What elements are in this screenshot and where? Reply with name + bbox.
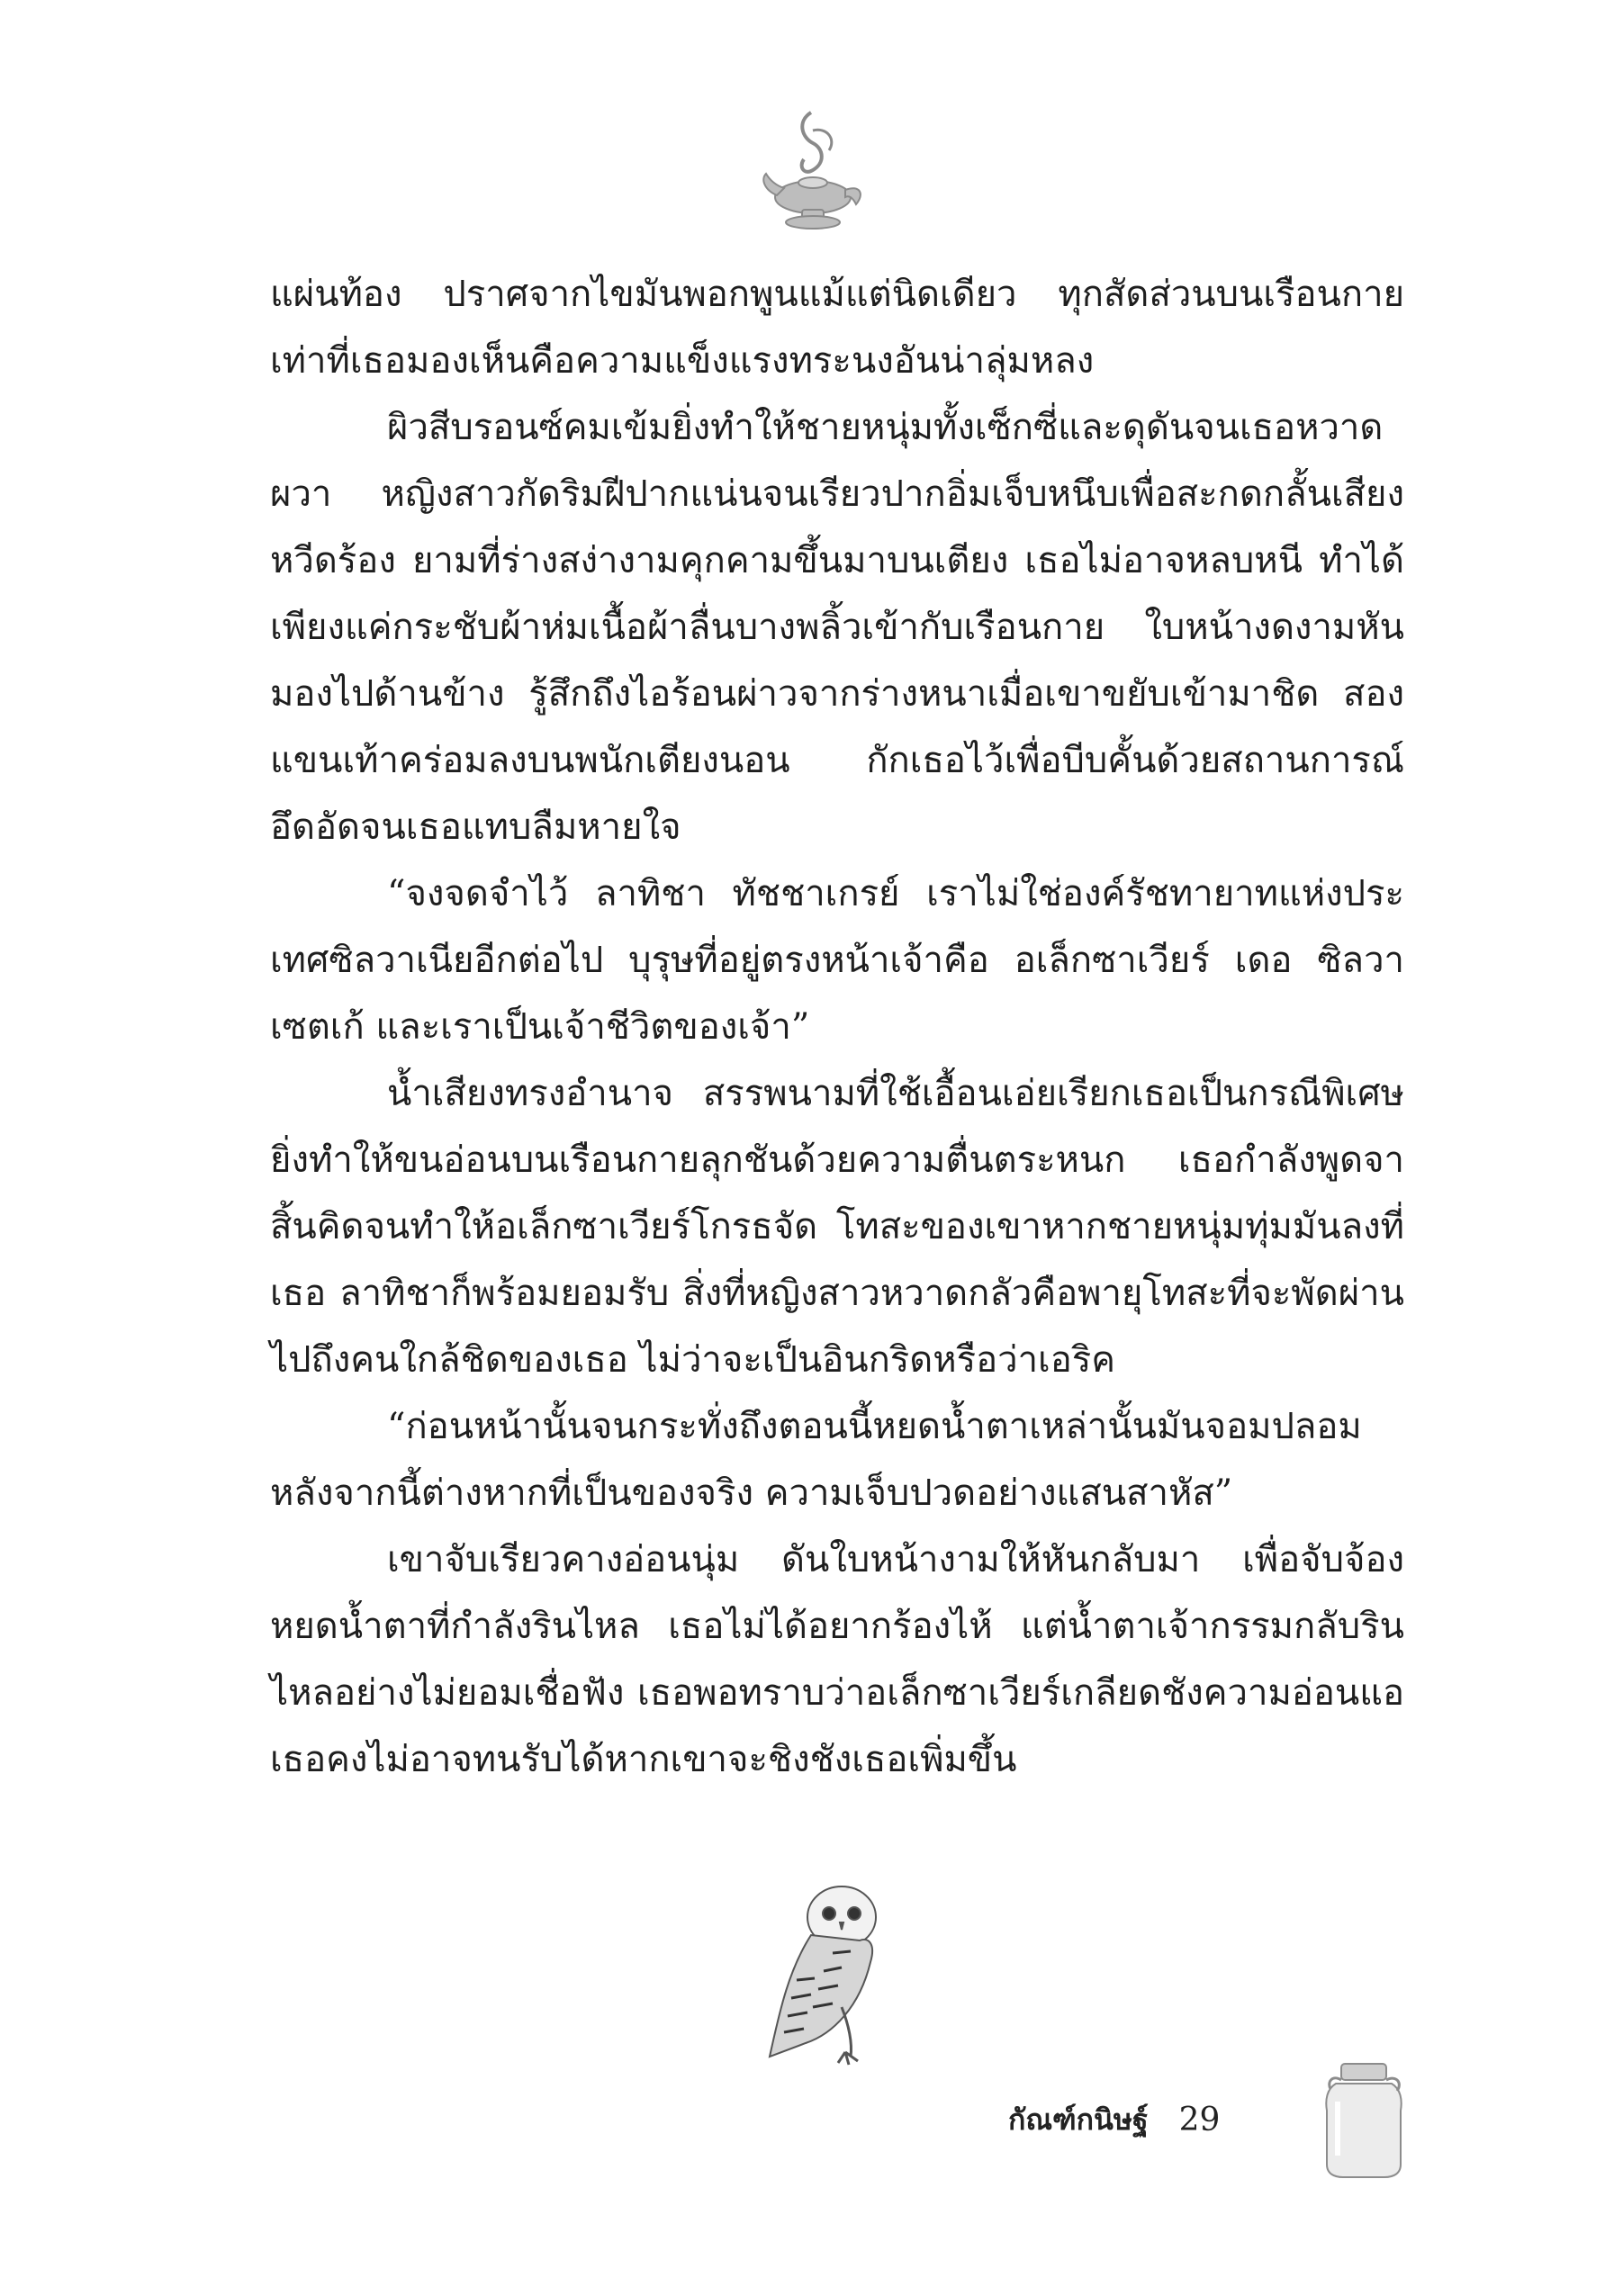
genie-lamp-icon (759, 104, 867, 239)
paragraph: “จงจดจำไว้ ลาทิชา ทัชชาเกรย์ เราไม่ใช่องค์รัชทายาทแห่งประเทศซิลวาเนียอีกต่อไป บุรุษที่อยู่ตรงหน้าเจ้าคือ อเล็กซาเวียร์ เดอ ซิลวาเซตเก้ และเราเป็นเจ้าชีวิตของเจ้า” (270, 873, 1404, 1048)
owl-illustration (752, 1872, 905, 2070)
paragraph: “ก่อนหน้านั้นจนกระทั่งถึงตอนนี้หยดน้ำตาเหล่านั้นมันจอมปลอม หลังจากนี้ต่างหากที่เป็นของจริง ความเจ็บปวดอย่างแสนสาหัส” (270, 1406, 1362, 1514)
author-name: กัณฑ์กนิษฐ์ (1008, 2102, 1149, 2137)
jar-icon (1314, 2057, 1413, 2183)
paragraph: ผิวสีบรอนซ์คมเข้มยิ่งทำให้ชายหนุ่มทั้งเซ็กซี่และดุดันจนเธอหวาดผวา หญิงสาวกัดริมฝีปากแน่นจนเรียวปากอิ่มเจ็บหนึบเพื่อสะกดกลั้นเสียงหวีดร้อง ยามที่ร่างสง่างามคุกคามขึ้นมาบนเตียง เธอไม่อาจหลบหนี ทำได้เพียงแค่กระชับผ้าห่มเนื้อผ้าลื่นบางพลิ้วเข้ากับเรือนกาย ใบหน้างดงามหันมองไปด้านข้าง รู้สึกถึงไอร้อนผ่าวจากร่างหนาเมื่อเขาขยับเข้ามาชิด สองแขนเท้าคร่อมลงบนพนักเตียงนอน กักเธอไว้เพื่อบีบคั้นด้วยสถานการณ์อึดอัดจนเธอแทบลืมหายใจ (270, 407, 1404, 848)
paragraph: แผ่นท้อง ปราศจากไขมันพอกพูนแม้แต่นิดเดียว ทุกสัดส่วนบนเรือนกาย เท่าที่เธอมองเห็นคือความแข็งแรงทระนงอันน่าลุ่มหลง (270, 274, 1404, 382)
paragraph: น้ำเสียงทรงอำนาจ สรรพนามที่ใช้เอื้อนเอ่ยเรียกเธอเป็นกรณีพิเศษ ยิ่งทำให้ขนอ่อนบนเรือนกายลุกชันด้วยความตื่นตระหนก เธอกำลังพูดจาสิ้นคิดจนทำให้อเล็กซาเวียร์โกรธจัด โทสะของเขาหากชายหนุ่มทุ่มมันลงที่เธอ ลาทิชาก็พร้อมยอมรับ สิ่งที่หญิงสาวหวาดกลัวคือพายุโทสะที่จะพัดผ่านไปถึงคนใกล้ชิดของเธอ ไม่ว่าจะเป็นอินกริดหรือว่าเอริค (270, 1073, 1404, 1381)
page-footer (1008, 2088, 1220, 2151)
paragraph: เขาจับเรียวคางอ่อนนุ่ม ดันใบหน้างามให้หันกลับมา เพื่อจับจ้องหยดน้ำตาที่กำลังรินไหล เธอไม่ได้อยากร้องไห้ แต่น้ำตาเจ้ากรรมกลับรินไหลอย่างไม่ยอมเชื่อฟัง เธอพอทราบว่าอเล็กซาเวียร์เกลียดชังความอ่อนแอ เธอคงไม่อาจทนรับได้หากเขาจะชิงชังเธอเพิ่มขึ้น (270, 1539, 1404, 1780)
body-text (270, 261, 1404, 1793)
page-number: 29 (1178, 2101, 1221, 2138)
